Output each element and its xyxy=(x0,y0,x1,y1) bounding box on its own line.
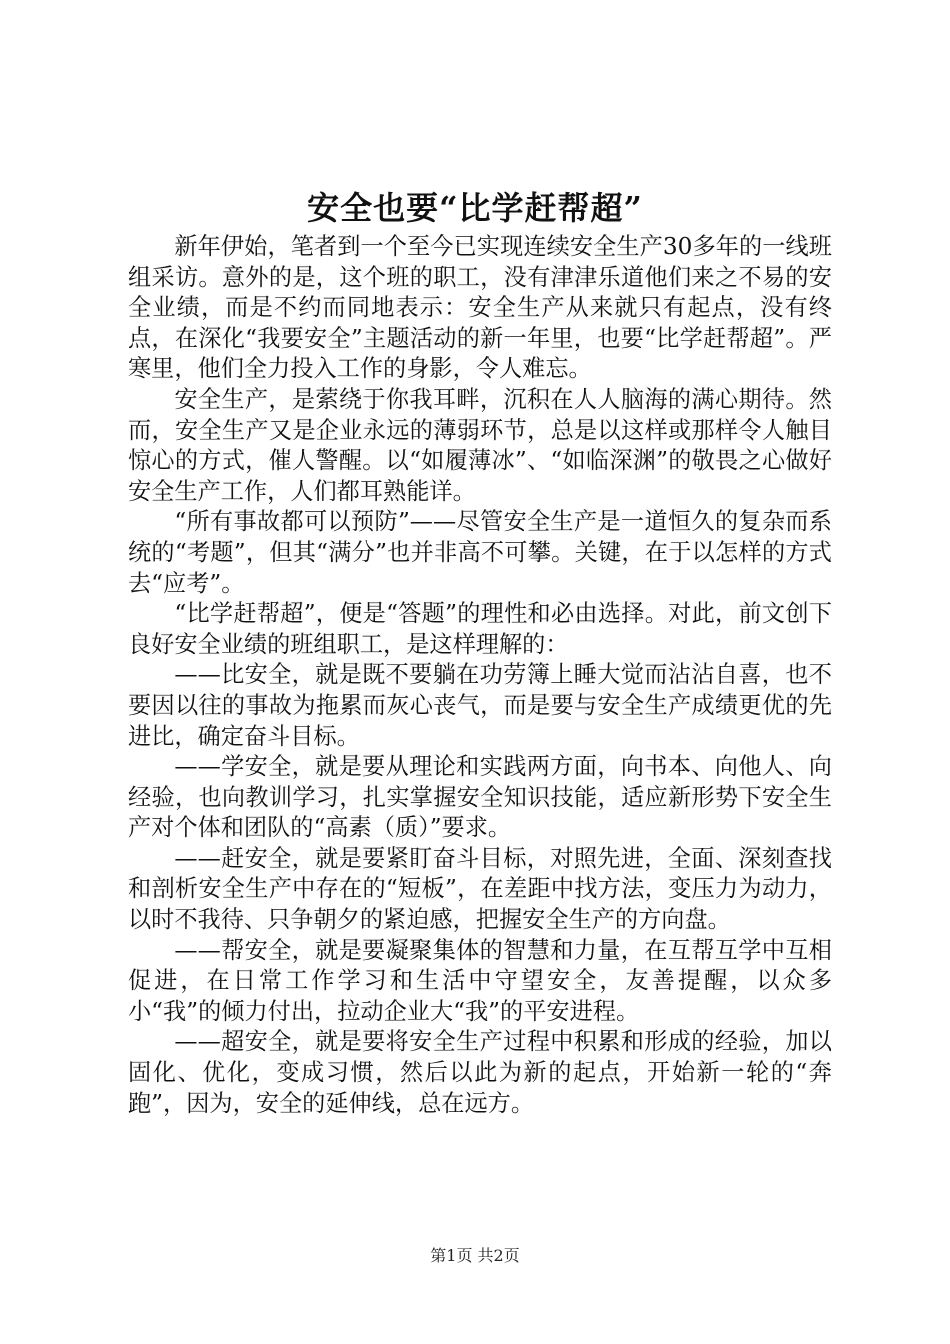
paragraph: “所有事故都可以预防”——尽管安全生产是一道恒久的复杂而系统的“考题”，但其“满分”也并非高不可攀。关键，在于以怎样的方式去“应考”。 xyxy=(128,508,832,597)
document-title: 安全也要“比学赶帮超” xyxy=(307,189,643,227)
paragraph: ——学安全，就是要从理论和实践两方面，向书本、向他人、向经验，也向教训学习，扎实掌握安全知识技能，适应新形势下安全生产对个体和团队的“高素（质）”要求。 xyxy=(128,753,832,842)
paragraph: “比学赶帮超”，便是“答题”的理性和必由选择。对此，前文创下良好安全业绩的班组职工，是这样理解的： xyxy=(128,600,832,658)
paragraph: ——帮安全，就是要凝聚集体的智慧和力量，在互帮互学中互相促进，在日常工作学习和生活中守望安全，友善提醒，以众多小“我”的倾力付出，拉动企业大“我”的平安进程。 xyxy=(128,936,832,1025)
document-body xyxy=(128,232,832,1119)
paragraph: ——比安全，就是既不要躺在功劳簿上睡大觉而沾沾自喜，也不要因以往的事故为拖累而灰心丧气，而是要与安全生产成绩更优的先进比，确定奋斗目标。 xyxy=(128,661,832,750)
page-footer: 第1页 共2页 xyxy=(430,1246,520,1265)
paragraph: ——超安全，就是要将安全生产过程中积累和形成的经验，加以固化、优化，变成习惯，然后以此为新的起点，开始新一轮的“奔跑”，因为，安全的延伸线，总在远方。 xyxy=(128,1028,832,1117)
paragraph: 安全生产，是萦绕于你我耳畔，沉积在人人脑海的满心期待。然而，安全生产又是企业永远的薄弱环节，总是以这样或那样令人触目惊心的方式，催人警醒。以“如履薄冰”、“如临深渊”的敬畏之心做好安全生产工作，人们都耳熟能详。 xyxy=(128,385,832,505)
paragraph: ——赶安全，就是要紧盯奋斗目标，对照先进，全面、深刻查找和剖析安全生产中存在的“短板”，在差距中找方法，变压力为动力，以时不我待、只争朝夕的紧迫感，把握安全生产的方向盘。 xyxy=(128,844,832,934)
paragraph: 新年伊始，笔者到一个至今已实现连续安全生产30多年的一线班组采访。意外的是，这个班的职工，没有津津乐道他们来之不易的安全业绩，而是不约而同地表示：安全生产从来就只有起点，没有终点，在深化“我要安全”主题活动的新一年里，也要“比学赶帮超”。严寒里，他们全力投入工作的身影，令人难忘。 xyxy=(128,233,832,383)
